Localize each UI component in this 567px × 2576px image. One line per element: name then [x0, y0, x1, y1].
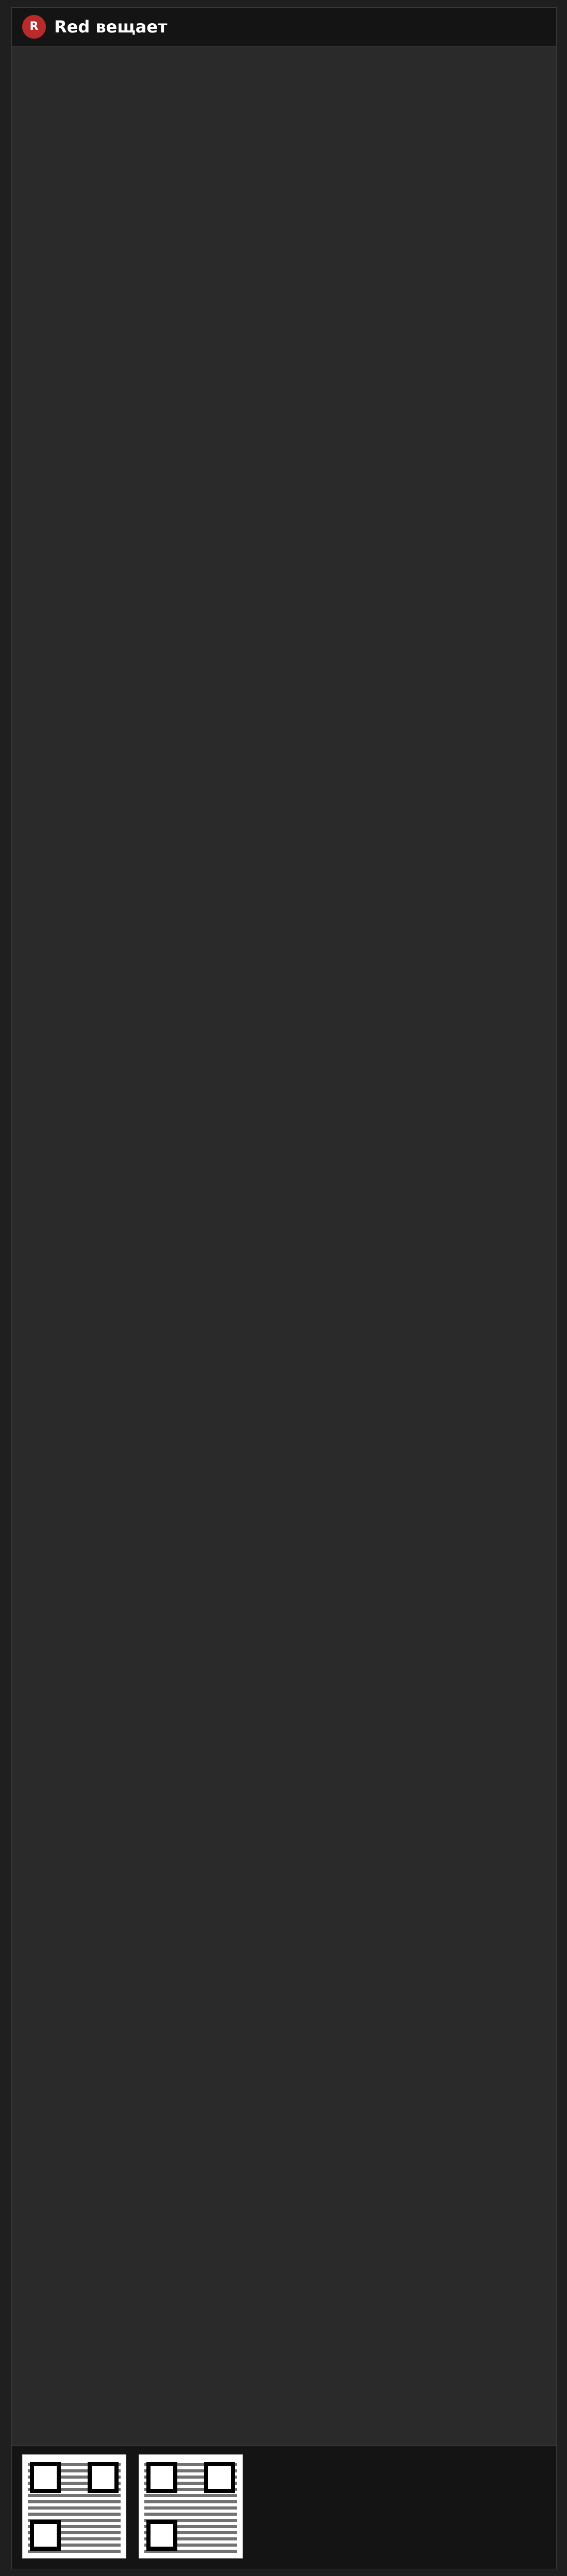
article-frame	[11, 7, 557, 2569]
logo-icon: R	[22, 15, 46, 39]
qr-code-telegram[interactable]	[139, 2454, 243, 2558]
qr-code-boosty[interactable]	[22, 2454, 126, 2558]
page-title: Red вещает	[54, 17, 168, 37]
footer	[12, 2445, 556, 2569]
qr-codes	[22, 2455, 264, 2558]
header	[12, 8, 556, 46]
